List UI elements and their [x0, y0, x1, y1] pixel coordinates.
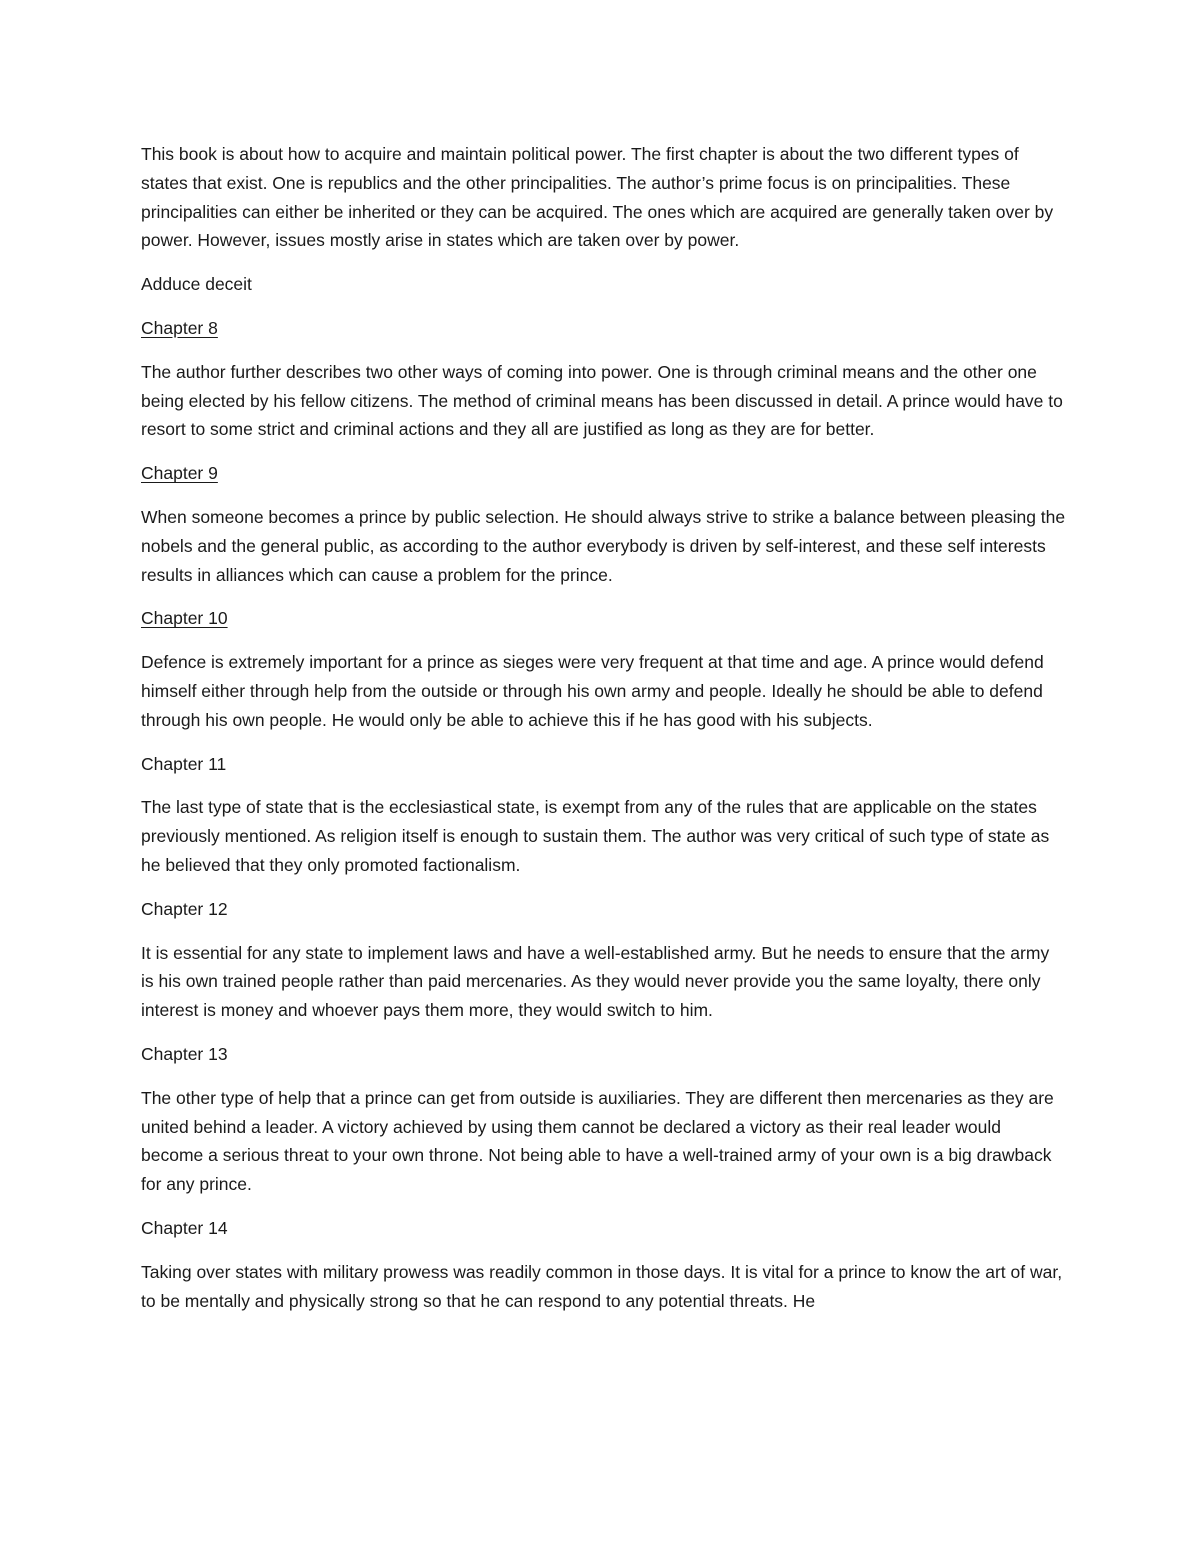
chapter-14-heading: Chapter 14 [141, 1217, 228, 1238]
intro-paragraph: This book is about how to acquire and maintain political power. The first chapter is about the two different types of states that exist. One is republics and the other principalities. The author’s prime focus is on principalities. These principalities can either be inherited or they can be acquired. The ones which are acquired are generally taken over by power. However, issues mostly arise in states which are taken over by power. [141, 144, 1054, 251]
chapter-8-heading: Chapter 8 [141, 317, 218, 338]
chapter-12-heading: Chapter 12 [141, 898, 228, 919]
chapter-8-paragraph: The author further describes two other ways of coming into power. One is through criminal means and the other one being elected by his fellow citizens. The method of criminal means has been discussed in detail. A prince would have to resort to some strict and criminal actions and they all are justified as long as they are for better. [141, 361, 1063, 440]
chapter-14-paragraph: Taking over states with military prowess was readily common in those days. It is vital for a prince to know the art of war, to be mentally and physically strong so that he can respond to any potential threats. He [141, 1261, 1063, 1311]
chapter-9-heading: Chapter 9 [141, 463, 218, 484]
document-body [141, 140, 1066, 1330]
chapter-9-paragraph: When someone becomes a prince by public selection. He should always strive to strike a balance between pleasing the nobels and the general public, as according to the author everybody is driven by self-interest, and these self interests results in alliances which can cause a problem for the prince. [141, 506, 1066, 585]
chapter-10-heading: Chapter 10 [141, 608, 228, 629]
chapter-11-heading: Chapter 11 [141, 753, 227, 774]
note-text: Adduce deceit [141, 274, 252, 295]
chapter-12-paragraph: It is essential for any state to implement laws and have a well-established army. But he needs to ensure that the army is his own trained people rather than paid mercenaries. As they would never provide you the same loyalty, there only interest is money and whoever pays them more, they would switch to him. [141, 942, 1050, 1021]
chapter-13-heading: Chapter 13 [141, 1043, 228, 1064]
chapter-11-paragraph: The last type of state that is the ecclesiastical state, is exempt from any of the rules that are applicable on the states previously mentioned. As religion itself is enough to sustain them. The author was very critical of such type of state as he believed that they only promoted factionalism. [141, 797, 1050, 875]
chapter-10-paragraph: Defence is extremely important for a prince as sieges were very frequent at that time and age. A prince would defend himself either through help from the outside or through his own army and people. Ideally he should be able to defend through his own people. He would only be able to achieve this if he has good with his subjects. [141, 652, 1044, 730]
chapter-13-paragraph: The other type of help that a prince can get from outside is auxiliaries. They are different then mercenaries as they are united behind a leader. A victory achieved by using them cannot be declared a victory as their real leader would become a serious threat to your own throne. Not being able to have a well-trained army of your own is a big drawback for any prince. [141, 1087, 1054, 1195]
